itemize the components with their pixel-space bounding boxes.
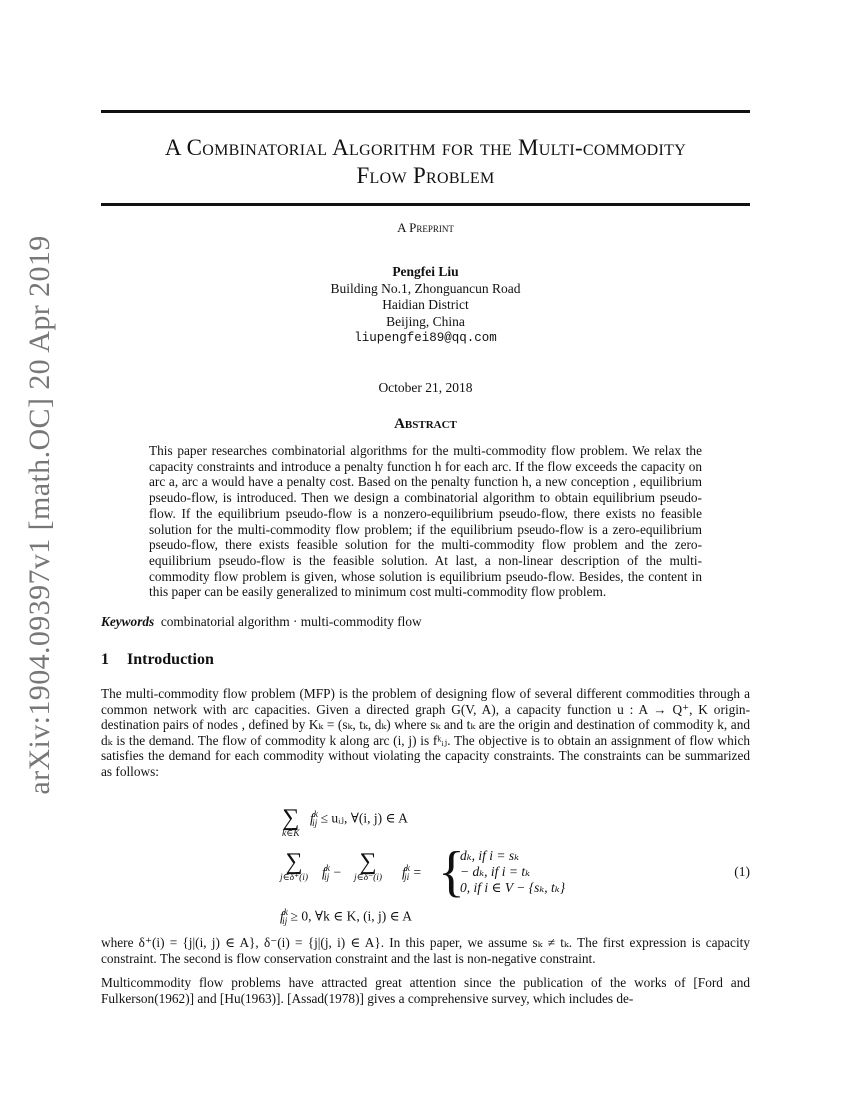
abstract-body <box>149 443 702 600</box>
author-name: Pengfei Liu <box>392 264 459 279</box>
eq-case-1: dₖ, if i = sₖ <box>460 848 520 863</box>
eq-case-2: − dₖ, if i = tₖ <box>460 864 531 879</box>
sum-symbol-1: ∑ k∈K <box>282 805 300 839</box>
after-equation-paragraph <box>101 935 750 966</box>
paper-title-line1: A Combinatorial Algorithm for the Multi-commodity <box>164 135 687 160</box>
arxiv-identifier: arXiv:1904.09397v1 [math.OC] 20 Apr 2019 <box>23 235 56 795</box>
eq-cases <box>460 848 565 896</box>
sum-symbol-2: ∑ j∈δ⁺(i) <box>280 849 309 883</box>
eq-line1-sub: k∈K <box>282 829 300 839</box>
section-heading <box>101 651 214 669</box>
title-bottom-rule <box>101 203 750 206</box>
eq-line2-term-a: $f^k_{ij}$ − <box>322 864 342 884</box>
paper-title-line2: Flow Problem <box>356 163 495 188</box>
intro-text: The multi-commodity flow problem (MFP) is the problem of designing flow of several different commodities through a common network with arc capacities. Given a directed graph G(V, A), a capacity function u : A → Q⁺, K origin-destination pairs of nodes , defined by Kₖ = (sₖ, tₖ, dₖ) where sₖ and tₖ are the origin and destination of commodity k, and dₖ is the demand. The flow of commodity k along arc (i, j) is fᵏᵢⱼ. The objective is to obtain an assignment of flow which satisfies the demand for each commodity without violating the capacity constraints. The constraints can be summarized as follows: <box>101 686 750 779</box>
equation-1 <box>270 805 750 928</box>
abstract-text: This paper researches combinatorial algorithms for the multi-commodity flow problem. We relax the capacity constraints and introduce a penalty function h for each arc. If the flow exceeds the capacity on arc a, arc a would have a penalty cost. Based on the penalty function h, a new conception , equilibrium pseudo-flow, is introduced. Then we design a combinatorial algorithm to obtain equilibrium pseudo-flow. If the equilibrium pseudo-flow is a nonzero-equilibrium pseudo-flow, there exists no feasible solution for the multi-commodity flow problem; if the equilibrium pseudo-flow is a zero-equilibrium pseudo-flow, there exists feasible solution for the multi-commodity flow problem and the zero-equilibrium pseudo-flow is the feasible solution. At last, a non-linear description of the multi-commodity flow problem is given, whose solution is equilibrium pseudo-flow. Besides, the content in this paper can be easily generalized to minimum cost multi-commodity flow problem. <box>149 443 702 600</box>
equation-number: (1) <box>734 864 750 879</box>
author-address-2: Haidian District <box>382 297 469 312</box>
preprint-label: A Preprint <box>397 220 454 235</box>
paper-date: October 21, 2018 <box>378 380 473 395</box>
eq-line1: $f^k_{ij}$ ≤ uᵢⱼ, ∀(i, j) ∈ A <box>310 810 408 830</box>
keywords-text: combinatorial algorithm · multi-commodity flow <box>160 614 422 629</box>
abstract-heading: Abstract <box>394 416 457 432</box>
keywords-label: Keywords <box>101 614 155 629</box>
left-brace: { <box>438 841 465 903</box>
section-title: Introduction <box>127 651 214 668</box>
last-paragraph <box>101 975 750 1006</box>
eq-line3-rhs: ≥ 0, ∀k ∈ K, (i, j) ∈ A <box>290 908 413 924</box>
title-top-rule <box>101 110 750 113</box>
author-block <box>101 264 750 347</box>
sum-symbol-3: ∑ j∈δ⁻(i) <box>354 849 383 883</box>
eq-case-3: 0, if i ∈ V − {sₖ, tₖ} <box>460 880 566 895</box>
author-address-3: Beijing, China <box>386 313 465 329</box>
eq-line1-rhs: ≤ uᵢⱼ, ∀(i, j) ∈ A <box>320 810 408 826</box>
eq-line2-term-b: $f^k_{ji}$ = <box>402 864 422 884</box>
author-address-1: Building No.1, Zhonguancun Road <box>330 280 521 296</box>
keywords <box>101 614 422 630</box>
intro-paragraph <box>101 686 750 780</box>
last-paragraph-text: Multicommodity flow problems have attracted great attention since the publication of the works of [Ford and Fulkerson(1962)] and [Hu(1963)]. [Assad(1978)] gives a comprehensive survey, which includes de- <box>101 975 750 1006</box>
eq-line3: $f^k_{ij} \ge 0$, ∀k ∈ K, (i, j) ∈ A <box>280 908 413 928</box>
after-equation-text: where δ⁺(i) = {j|(i, j) ∈ A}, δ⁻(i) = {j|(j, i) ∈ A}. In this paper, we assume sₖ ≠ tₖ. The first expression is capacity constraint. The second is flow conservation constraint and the last is non-negative constraint. <box>101 935 750 966</box>
author-email: liupengfei89@qq.com <box>354 331 497 345</box>
eq-line2-sub-b: j∈δ⁻(i) <box>354 873 383 883</box>
section-number: 1 <box>101 651 109 668</box>
eq-line2-sub-a: j∈δ⁺(i) <box>280 873 309 883</box>
